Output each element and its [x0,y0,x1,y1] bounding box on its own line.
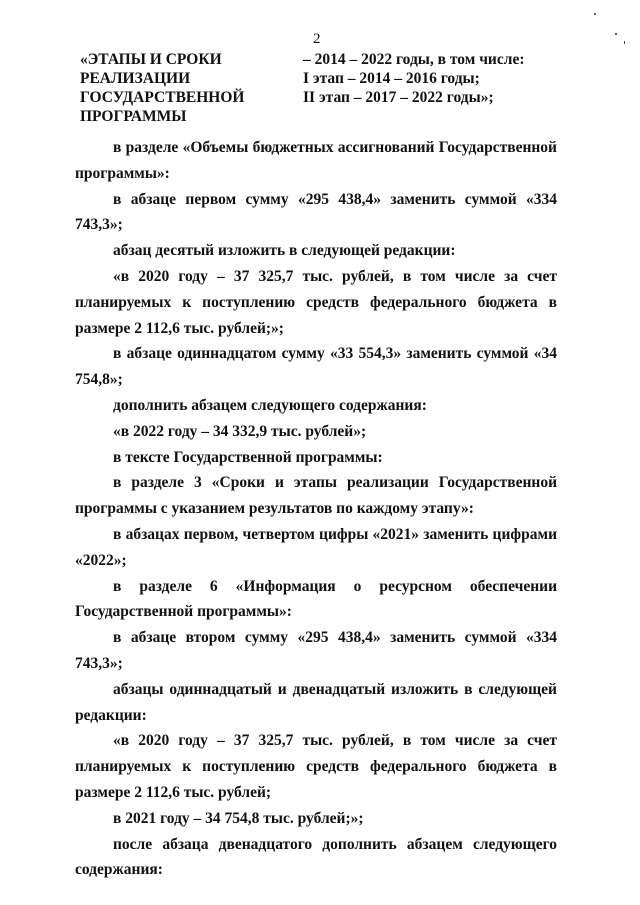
paragraph: абзац десятый изложить в следующей редакции: [113,242,456,260]
paragraph: в разделе 6 «Информация о ресурсном обеспечении Государственной программы»: [75,577,557,621]
header-left-line: ГОСУДАРСТВЕННОЙ [80,89,245,106]
paragraph: после абзаца двенадцатого дополнить абзацем следующего содержания: [75,835,557,879]
paragraph: абзацы одиннадцатый и двенадцатый изложить в следующей редакции: [75,680,557,724]
paragraph: в абзаце втором сумму «295 438,4» заменить суммой «334 743,3»; [75,629,557,672]
paragraph: «в 2020 году – 37 325,7 тыс. рублей, в том числе за счет планируемых к поступлению средств федерального бюджета в размере 2 112,6 тыс. рублей; [75,732,557,801]
header-right-line: II этап – 2017 – 2022 годы»; [303,89,494,106]
header-left-line: РЕАЛИЗАЦИИ [80,70,191,87]
paragraph: в тексте Государственной программы: [113,448,383,466]
paragraph: «в 2020 году – 37 325,7 тыс. рублей, в том числе за счет планируемых к поступлению средств федерального бюджета в размере 2 112,6 тыс. рублей;»; [75,267,557,337]
scan-speck [615,33,617,35]
header-right-line: – 2014 – 2022 годы, в том числе: [303,51,525,68]
header-left-line: «ЭТАПЫ И СРОКИ [80,51,222,68]
header-term-value [303,50,603,107]
header-term-label [80,50,280,126]
paragraph: в 2021 году – 34 754,8 тыс. рублей;»; [113,809,364,827]
paragraph: в разделе «Объемы бюджетных ассигнований Государственной программы»: [75,139,557,182]
paragraph: в абзаце одиннадцатом сумму «33 554,3» заменить суммой «34 754,8»; [75,345,557,389]
page-number: 2 [313,31,321,47]
paragraph: дополнить абзацем следующего содержания: [113,396,427,414]
paragraph: в разделе 3 «Сроки и этапы реализации Государственной программы с указанием результатов по каждому этапу»: [75,474,557,518]
scan-speck [624,41,625,44]
scan-speck [594,13,596,15]
document-body [75,135,557,883]
paragraph: в абзацах первом, четвертом цифры «2021» заменить цифрами «2022»; [75,525,557,569]
header-left-line: ПРОГРАММЫ [80,108,187,125]
header-right-line: I этап – 2014 – 2016 годы; [303,70,480,87]
paragraph: в абзаце первом сумму «295 438,4» заменить суммой «334 743,3»; [75,190,557,234]
paragraph: «в 2022 году – 34 332,9 тыс. рублей»; [113,422,367,440]
